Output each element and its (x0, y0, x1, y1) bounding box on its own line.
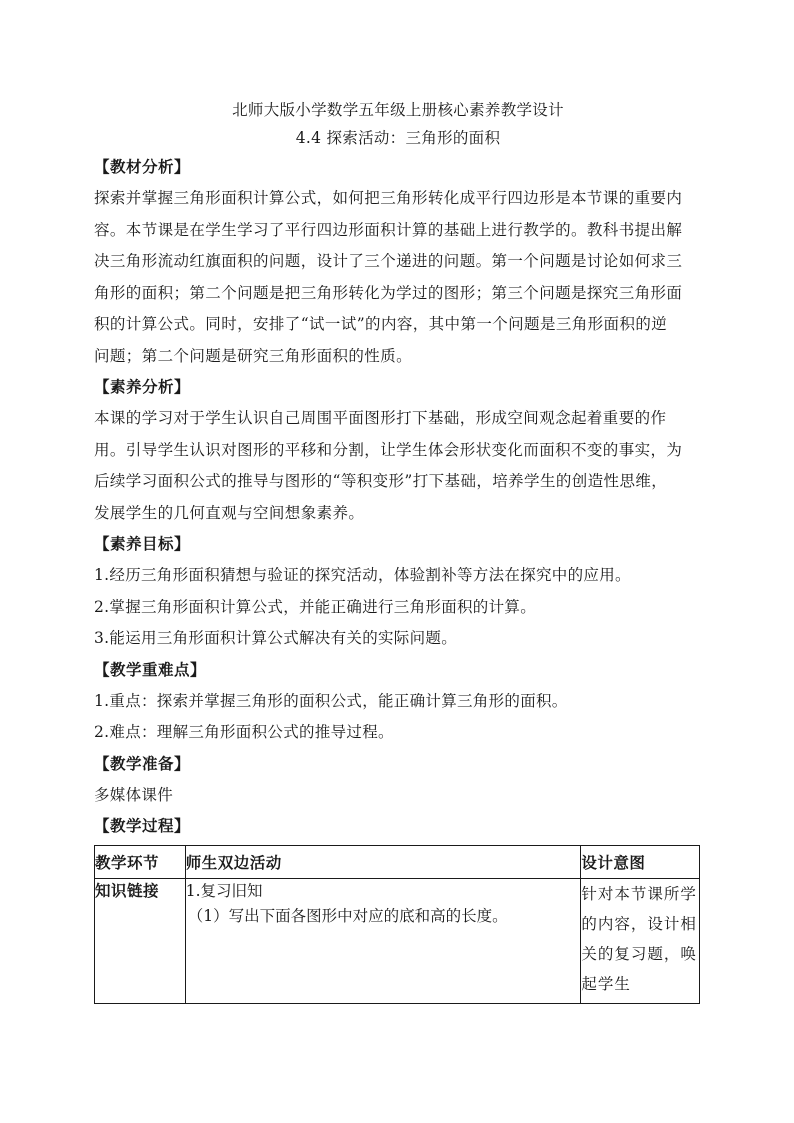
goal-item: 1.经历三角形面积猜想与验证的探究活动，体验割补等方法在探究中的应用。 (94, 566, 631, 584)
table-header-intent: 设计意图 (581, 846, 700, 879)
paragraph-line: 决三角形流动红旗面积的问题，设计了三个递进的问题。第一个问题是讨论如何求三 (94, 252, 683, 270)
goal-item: 3.能运用三角形面积计算公式解决有关的实际问题。 (94, 629, 457, 647)
activity-cell (185, 879, 581, 1004)
section-heading-textbook: 【教材分析】 (94, 158, 191, 176)
literacy-analysis-paragraph (94, 403, 702, 529)
keypoint-item: 1.重点：探索并掌握三角形的面积公式，能正确计算三角形的面积。 (94, 691, 568, 710)
section-heading-keypoints: 【教学重难点】 (94, 660, 207, 679)
table-header-activity: 师生双边活动 (185, 846, 581, 879)
section-heading-literacy: 【素养分析】 (94, 378, 191, 396)
table-row (95, 879, 700, 1004)
stage-cell: 知识链接 (95, 879, 186, 1004)
prep-text: 多媒体课件 (94, 785, 174, 804)
paragraph-line: 积的计算公式。同时，安排了“试一试”的内容，其中第一个问题是三角形面积的逆 (94, 315, 668, 333)
paragraph-line: 后续学习面积公式的推导与图形的“等积变形”打下基础，培养学生的创造性思维， (94, 472, 668, 490)
textbook-analysis-paragraph (94, 183, 702, 372)
section-heading-process: 【教学过程】 (94, 817, 191, 835)
paragraph-line: 容。本节课是在学生学习了平行四边形面积计算的基础上进行教学的。教科书提出解 (94, 220, 683, 239)
paragraph-line: 用。引导学生认识对图形的平移和分割，让学生体会形状变化而面积不变的事实，为 (94, 440, 683, 459)
paragraph-line: 探索并掌握三角形面积计算公式，如何把三角形转化成平行四边形是本节课的重要内 (94, 189, 683, 207)
paragraph-line: 本课的学习对于学生认识自己周围平面图形打下基础，形成空间观念起着重要的作 (94, 409, 667, 427)
lesson-subtitle: 4.4 探索活动：三角形的面积 (295, 129, 501, 147)
activity-line: 1.复习旧知 (185, 882, 263, 900)
intent-cell: 针对本节课所学的内容，设计相关的复习题，唤起学生 (581, 879, 700, 1004)
paragraph-line: 发展学生的几何直观与空间想象素养。 (94, 503, 365, 522)
goal-item: 2.掌握三角形面积计算公式，并能正确进行三角形面积的计算。 (94, 597, 536, 616)
document-title: 北师大版小学数学五年级上册核心素养教学设计 (232, 101, 564, 119)
document-page (94, 96, 702, 842)
keypoint-item: 2.难点：理解三角形面积公式的推导过程。 (94, 723, 394, 741)
section-heading-goals: 【素养目标】 (94, 535, 191, 553)
paragraph-line: 角形的面积；第二个问题是把三角形转化为学过的图形；第三个问题是探究三角形面 (94, 283, 683, 302)
paragraph-line: 问题；第二个问题是研究三角形面积的性质。 (94, 346, 413, 365)
teaching-process-table (94, 845, 700, 1004)
activity-line: （1）写出下面各图形中对应的底和高的长度。 (187, 907, 508, 925)
table-header-row (95, 846, 700, 879)
section-heading-prep: 【教学准备】 (94, 754, 191, 773)
table-header-stage: 教学环节 (95, 846, 186, 879)
